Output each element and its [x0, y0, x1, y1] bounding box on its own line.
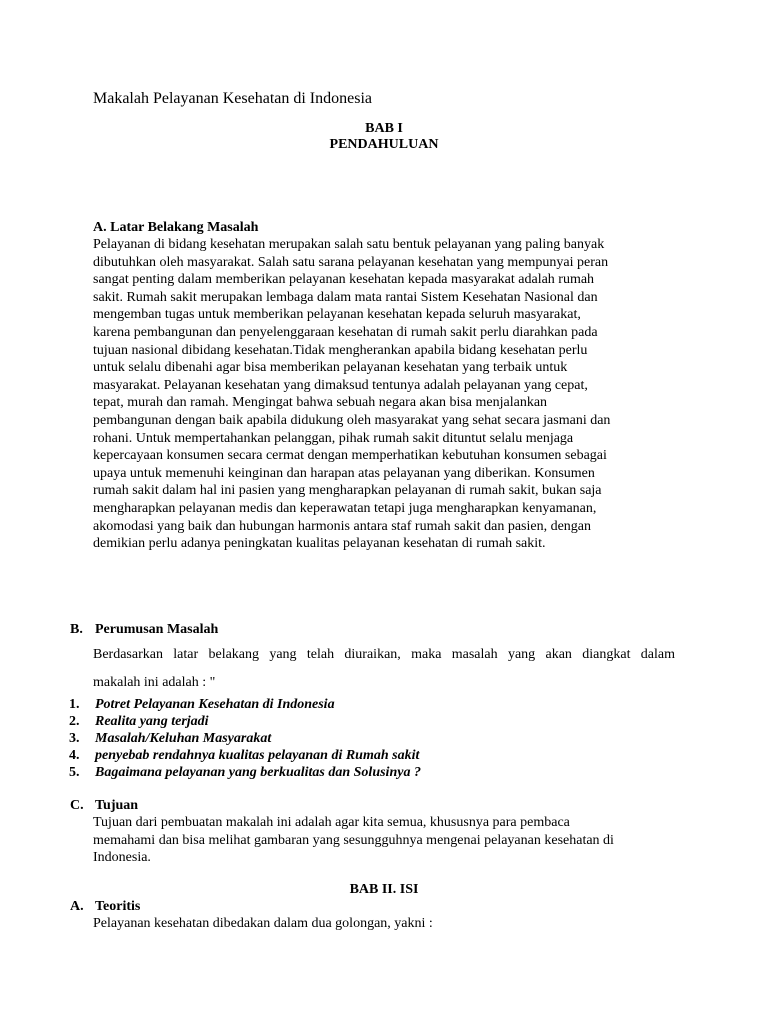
- paragraph-line: Pelayanan kesehatan dibedakan dalam dua golongan, yakni :: [93, 916, 433, 931]
- list-number: 4.: [69, 748, 80, 763]
- list-text: penyebab rendahnya kualitas pelayanan di Rumah sakit: [95, 748, 420, 763]
- paragraph-line: kepercayaan konsumen secara cermat dengan memperhatikan kebutuhan konsumen sebagai: [93, 448, 607, 464]
- chapter-number: BAB I: [365, 121, 403, 136]
- list-number: 5.: [69, 765, 80, 780]
- paragraph-line: mengemban tugas untuk memberikan pelayanan kesehatan kepada seluruh masyarakat,: [93, 307, 581, 323]
- chapter-title: PENDAHULUAN: [329, 137, 439, 152]
- paragraph-line: sangat penting dalam memberikan pelayanan kesehatan kepada masyarakat adalah rumah: [93, 272, 595, 288]
- paragraph-line: Indonesia.: [93, 850, 151, 866]
- section-c-heading: Tujuan: [95, 798, 139, 813]
- paragraph-line: sakit. Rumah sakit merupakan lembaga dalam mata rantai Sistem Kesehatan Nasional dan: [93, 289, 598, 305]
- list-number: 2.: [69, 714, 80, 729]
- chapter-2-section-a-letter: A.: [70, 899, 84, 914]
- paragraph-line: rohani. Untuk mempertahankan pelanggan, pihak rumah sakit dituntut selalu menjaga: [93, 430, 574, 446]
- list-text: Realita yang terjadi: [95, 714, 209, 729]
- paragraph-line: dibutuhkan oleh masyarakat. Salah satu sarana pelayanan kesehatan yang mempunyai peran: [93, 254, 609, 270]
- list-text: Bagaimana pelayanan yang berkualitas dan Solusinya ?: [95, 765, 421, 780]
- section-b-paragraph: [93, 641, 675, 697]
- paragraph-line: karena pembangunan dan penyelenggaraan kesehatan di rumah sakit perlu diarahkan pada: [93, 324, 598, 340]
- paragraph-line: untuk selalu dibenahi agar bisa memberikan pelayanan kesehatan yang terbaik untuk: [93, 360, 568, 376]
- paragraph-line: rumah sakit dalam hal ini pasien yang mengharapkan pelayanan di rumah sakit, bukan saja: [93, 483, 602, 499]
- paragraph-line: memahami dan bisa melihat gambaran yang sesungguhnya mengenai pelayanan kesehatan di: [93, 832, 614, 848]
- paragraph-line: demikian perlu adanya peningkatan kualitas pelayanan kesehatan di rumah sakit.: [93, 536, 546, 552]
- section-c-letter: C.: [70, 798, 84, 813]
- chapter-2-section-a-heading: Teoritis: [95, 899, 141, 914]
- paragraph-line: masyarakat. Pelayanan kesehatan yang dimaksud tentunya adalah pelayanan yang cepat,: [93, 377, 588, 393]
- paragraph-line: tujuan nasional dibidang kesehatan.Tidak mengherankan apabila bidang kesehatan perlu: [93, 342, 588, 358]
- paragraph-line: akomodasi yang baik dan hubungan harmonis antara staf rumah sakit dan pasien, dengan: [93, 518, 592, 534]
- paragraph-line: pembangunan dengan baik apabila didukung oleh masyarakat yang sehat secara jasmani dan: [93, 412, 611, 428]
- paragraph-line: Pelayanan di bidang kesehatan merupakan salah satu bentuk pelayanan yang paling banyak: [93, 237, 605, 252]
- section-b-heading: Perumusan Masalah: [95, 622, 219, 637]
- section-a-paragraph: [93, 236, 673, 553]
- paragraph-line: Tujuan dari pembuatan makalah ini adalah agar kita semua, khususnya para pembaca: [93, 815, 570, 830]
- paragraph-line: tepat, murah dan ramah. Mengingat bahwa sebuah negara akan bisa menjalankan: [93, 395, 548, 411]
- section-c-paragraph: [93, 814, 673, 867]
- chapter-2-title: BAB II. ISI: [349, 882, 419, 897]
- section-a-heading: A. Latar Belakang Masalah: [93, 220, 259, 235]
- document-title: Makalah Pelayanan Kesehatan di Indonesia: [93, 90, 373, 107]
- list-number: 3.: [69, 731, 80, 746]
- list-number: 1.: [69, 697, 80, 712]
- section-b-letter: B.: [70, 622, 83, 637]
- paragraph-line: upaya untuk memenuhi keinginan dan harapan atas pelayanan yang diberikan. Konsumen: [93, 465, 595, 481]
- paragraph-line: Berdasarkan latar belakang yang telah diuraikan, maka masalah yang akan diangkat dalam: [93, 647, 675, 662]
- chapter-2-paragraph: [93, 915, 673, 933]
- paragraph-line: makalah ini adalah : ": [93, 675, 216, 690]
- paragraph-line: mengharapkan pelayanan medis dan keperawatan tetapi juga mengharapkan kenyamanan,: [93, 500, 597, 516]
- list-text: Masalah/Keluhan Masyarakat: [95, 731, 272, 746]
- list-text: Potret Pelayanan Kesehatan di Indonesia: [95, 697, 335, 712]
